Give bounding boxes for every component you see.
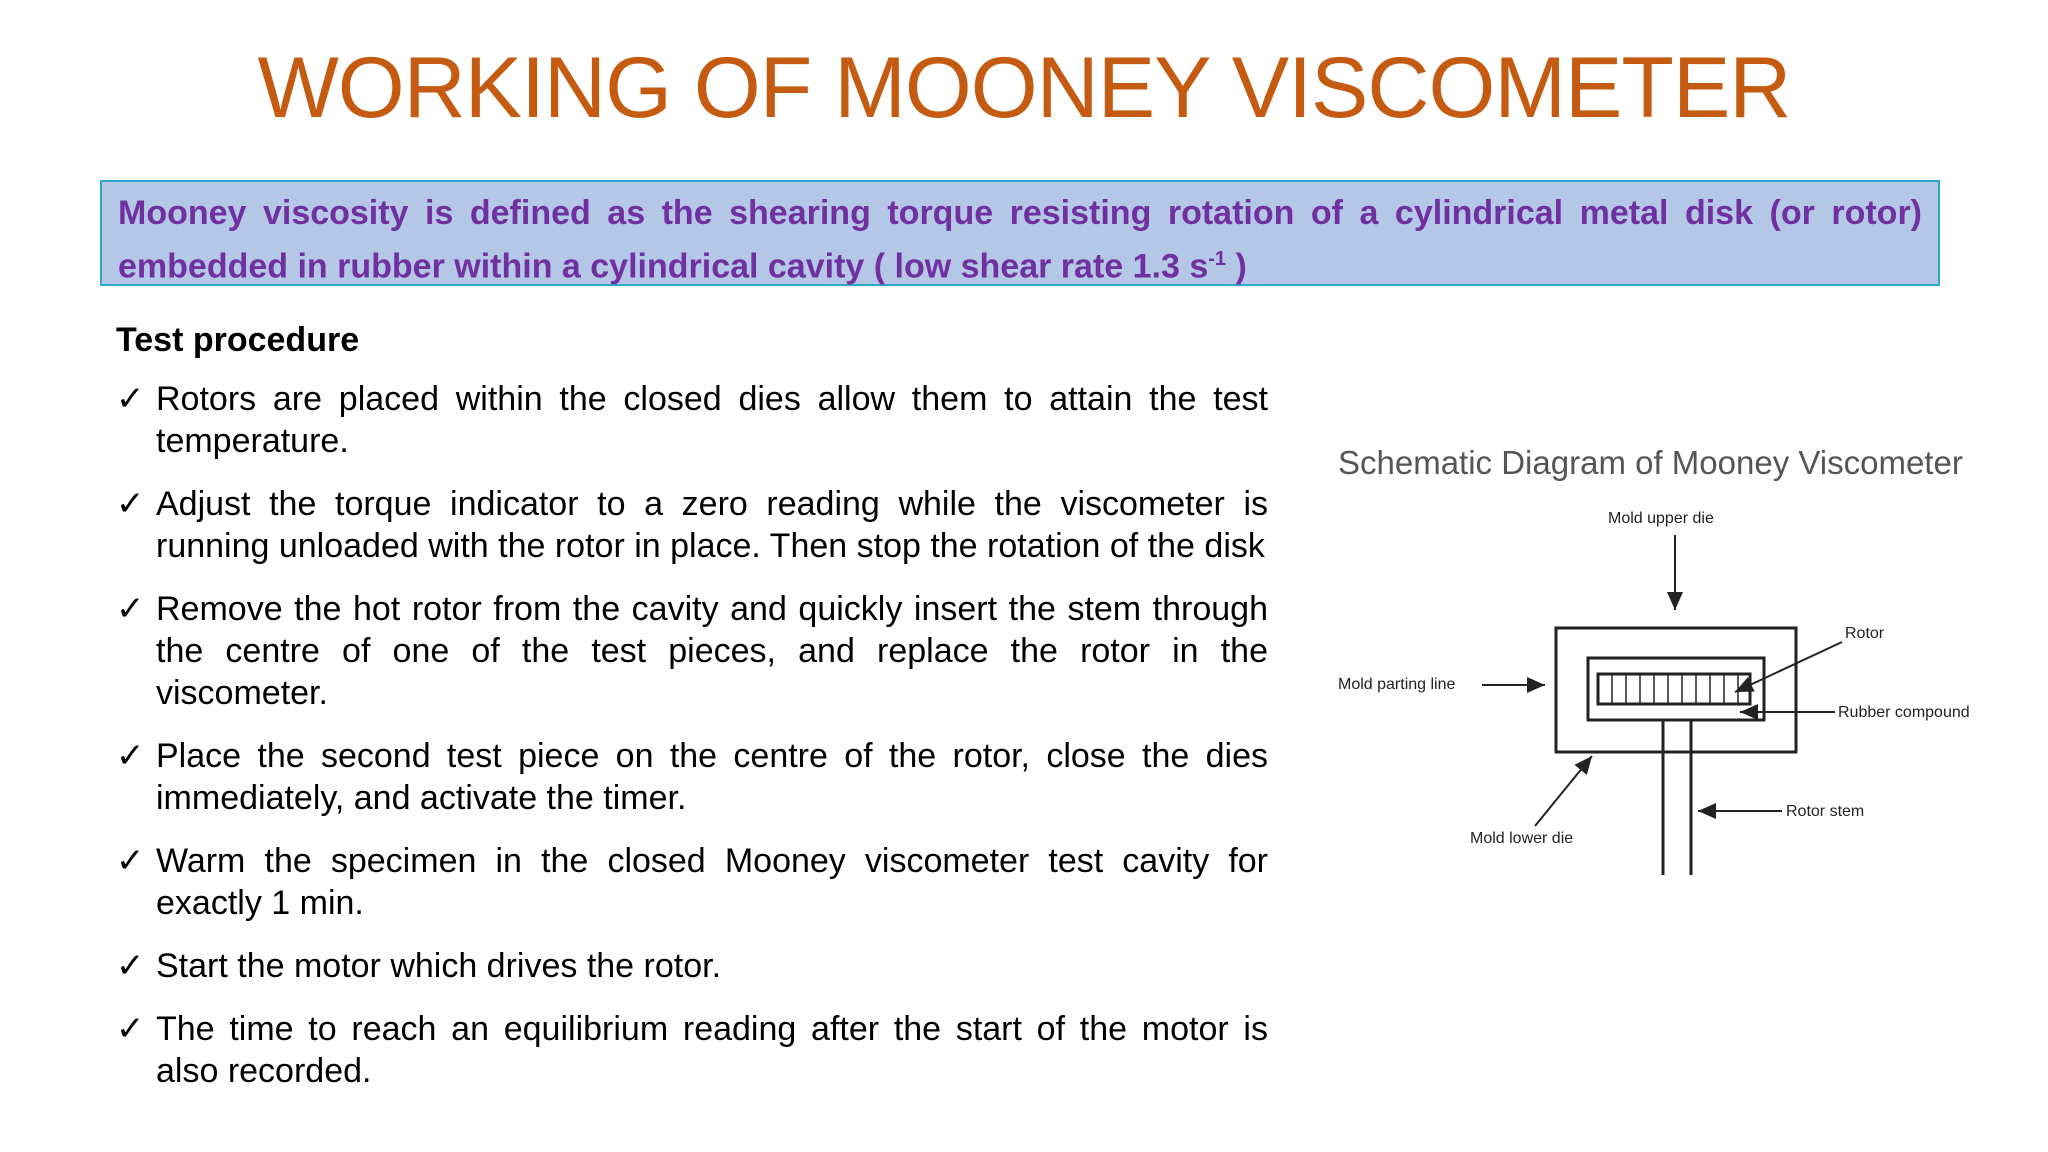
checkmark-icon: ✓: [116, 737, 145, 775]
step-text: Remove the hot rotor from the cavity and quickly insert the stem through the centre of one of the test pieces, and replace the rotor in the viscometer.: [156, 590, 1268, 712]
step-text: Adjust the torque indicator to a zero reading while the viscometer is running unloaded with the rotor in place. Then stop the rotation of the disk: [156, 485, 1268, 565]
procedure-steps: [116, 378, 1268, 1113]
definition-text: Mooney viscosity is defined as the shearing torque resisting rotation of a cylindrical metal disk (or rotor) embedded in rubber within a cylindrical cavity ( low shear rate 1.3 s: [118, 194, 1922, 286]
lower-die-arrow: [1535, 756, 1592, 826]
procedure-heading: Test procedure: [116, 321, 360, 359]
definition-closing: ): [1226, 247, 1247, 286]
procedure-step: [116, 483, 1268, 567]
label-lower-die: Mold lower die: [1470, 830, 1574, 847]
label-rubber-compound: Rubber compound: [1838, 704, 1970, 721]
procedure-step: [116, 588, 1268, 714]
step-text: Warm the specimen in the closed Mooney viscometer test cavity for exactly 1 min.: [156, 842, 1268, 922]
label-upper-die: Mold upper die: [1608, 510, 1714, 527]
procedure-step: [116, 735, 1268, 819]
label-parting-line: Mold parting line: [1338, 676, 1456, 693]
rotor-ribs: [1612, 674, 1738, 704]
definition-superscript: -1: [1208, 248, 1227, 270]
label-rotor-stem: Rotor stem: [1786, 803, 1865, 820]
checkmark-icon: ✓: [116, 1010, 145, 1048]
procedure-step: [116, 945, 1268, 987]
diagram-title: Schematic Diagram of Mooney Viscometer: [1338, 444, 1963, 481]
rotor-arrow: [1735, 642, 1842, 692]
checkmark-icon: ✓: [116, 485, 145, 523]
step-text: The time to reach an equilibrium reading after the start of the motor is also recorded.: [156, 1010, 1268, 1090]
step-text: Start the motor which drives the rotor.: [156, 947, 722, 985]
mold-body: [1556, 628, 1796, 752]
mooney-viscometer-diagram: [1330, 430, 2046, 890]
rotor-stem: [1663, 720, 1691, 875]
step-text: Place the second test piece on the centre of the rotor, close the dies immediately, and activate the timer.: [156, 737, 1268, 817]
slide-title: WORKING OF MOONEY VISCOMETER: [257, 40, 1791, 136]
checkmark-icon: ✓: [116, 380, 145, 418]
checkmark-icon: ✓: [116, 842, 145, 880]
procedure-step: [116, 378, 1268, 462]
procedure-step: [116, 1008, 1268, 1092]
step-text: Rotors are placed within the closed dies allow them to attain the test temperature.: [156, 380, 1268, 460]
procedure-step: [116, 840, 1268, 924]
label-rotor: Rotor: [1845, 625, 1885, 642]
checkmark-icon: ✓: [116, 947, 145, 985]
checkmark-icon: ✓: [116, 590, 145, 628]
definition-box: [100, 180, 1940, 286]
